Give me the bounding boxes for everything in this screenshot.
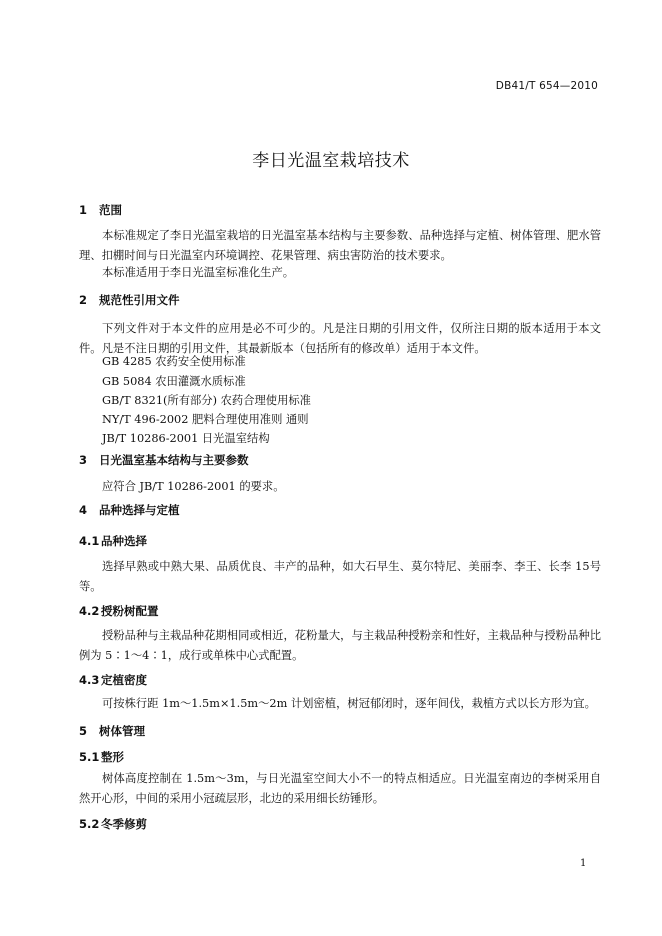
reference-item: GB 4285 农药安全使用标准 — [102, 355, 246, 368]
section-3-heading — [79, 452, 249, 468]
subsection-4-1-heading — [79, 533, 147, 549]
section-number: 1 — [79, 203, 88, 217]
section-5-heading — [79, 723, 145, 739]
reference-item: JB/T 10286-2001 日光温室结构 — [102, 432, 270, 445]
document-id: DB41/T 654—2010 — [495, 80, 598, 92]
section-number: 4 — [79, 503, 88, 517]
paragraph: 本标准适用于李日光温室标准化生产。 — [102, 266, 295, 279]
subsection-4-2-heading — [79, 603, 159, 619]
section-title: 日光温室基本结构与主要参数 — [99, 453, 249, 467]
section-title: 整形 — [101, 750, 124, 764]
subsection-5-2-heading — [79, 816, 147, 832]
paragraph: 本标准规定了李日光温室栽培的日光温室基本结构与主要参数、品种选择与定植、树体管理、肥水管理、扣棚时间与日光温室内环境调控、花果管理、病虫害防治的技术要求。 — [79, 229, 601, 262]
section-number: 4.3 — [79, 673, 100, 687]
section-title: 品种选择与定植 — [99, 503, 180, 517]
section-number: 5 — [79, 724, 88, 738]
section-title: 品种选择 — [101, 534, 147, 548]
section-title: 冬季修剪 — [101, 817, 147, 831]
section-title: 范围 — [99, 203, 122, 217]
paragraph: 可按株行距 1m～1.5m×1.5m～2m 计划密植，树冠郁闭时，逐年间伐，栽植方式以长方形为宜。 — [102, 697, 596, 710]
subsection-4-3-heading — [79, 672, 147, 688]
reference-item: GB/T 8321(所有部分) 农药合理使用标准 — [102, 394, 311, 407]
paragraph: 树体高度控制在 1.5m～3m，与日光温室空间大小不一的特点相适应。日光温室南边的李树采用自然开心形，中间的采用小冠疏层形，北边的采用细长纺锤形。 — [79, 772, 601, 805]
section-4-heading — [79, 502, 180, 518]
subsection-5-1-heading — [79, 749, 124, 765]
reference-item: NY/T 496-2002 肥料合理使用准则 通则 — [102, 413, 309, 426]
paragraph: 选择早熟或中熟大果、品质优良、丰产的品种，如大石早生、莫尔特尼、美丽李、李王、长李 15号等。 — [79, 560, 601, 593]
section-number: 3 — [79, 453, 88, 467]
paragraph: 授粉品种与主栽品种花期相同或相近，花粉量大，与主栽品种授粉亲和性好，主栽品种与授粉品种比例为 5∶1～4∶1，成行或单株中心式配置。 — [79, 629, 601, 662]
paragraph: 下列文件对于本文件的应用是必不可少的。凡是注日期的引用文件，仅所注日期的版本适用于本文件。凡是不注日期的引用文件，其最新版本（包括所有的修改单）适用于本文件。 — [79, 322, 601, 355]
section-number: 5.2 — [79, 817, 100, 831]
section-title: 树体管理 — [99, 724, 145, 738]
section-number: 4.2 — [79, 604, 100, 618]
paragraph: 应符合 JB/T 10286-2001 的要求。 — [102, 480, 285, 493]
section-title: 授粉树配置 — [101, 604, 159, 618]
section-number: 5.1 — [79, 750, 100, 764]
page-title: 李日光温室栽培技术 — [252, 151, 410, 171]
page-number: 1 — [580, 858, 587, 869]
section-2-heading — [79, 292, 180, 308]
section-1-heading — [79, 202, 122, 218]
section-title: 规范性引用文件 — [99, 293, 180, 307]
reference-item: GB 5084 农田灌溉水质标准 — [102, 375, 246, 388]
section-number: 4.1 — [79, 534, 100, 548]
section-title: 定植密度 — [101, 673, 147, 687]
section-number: 2 — [79, 293, 88, 307]
